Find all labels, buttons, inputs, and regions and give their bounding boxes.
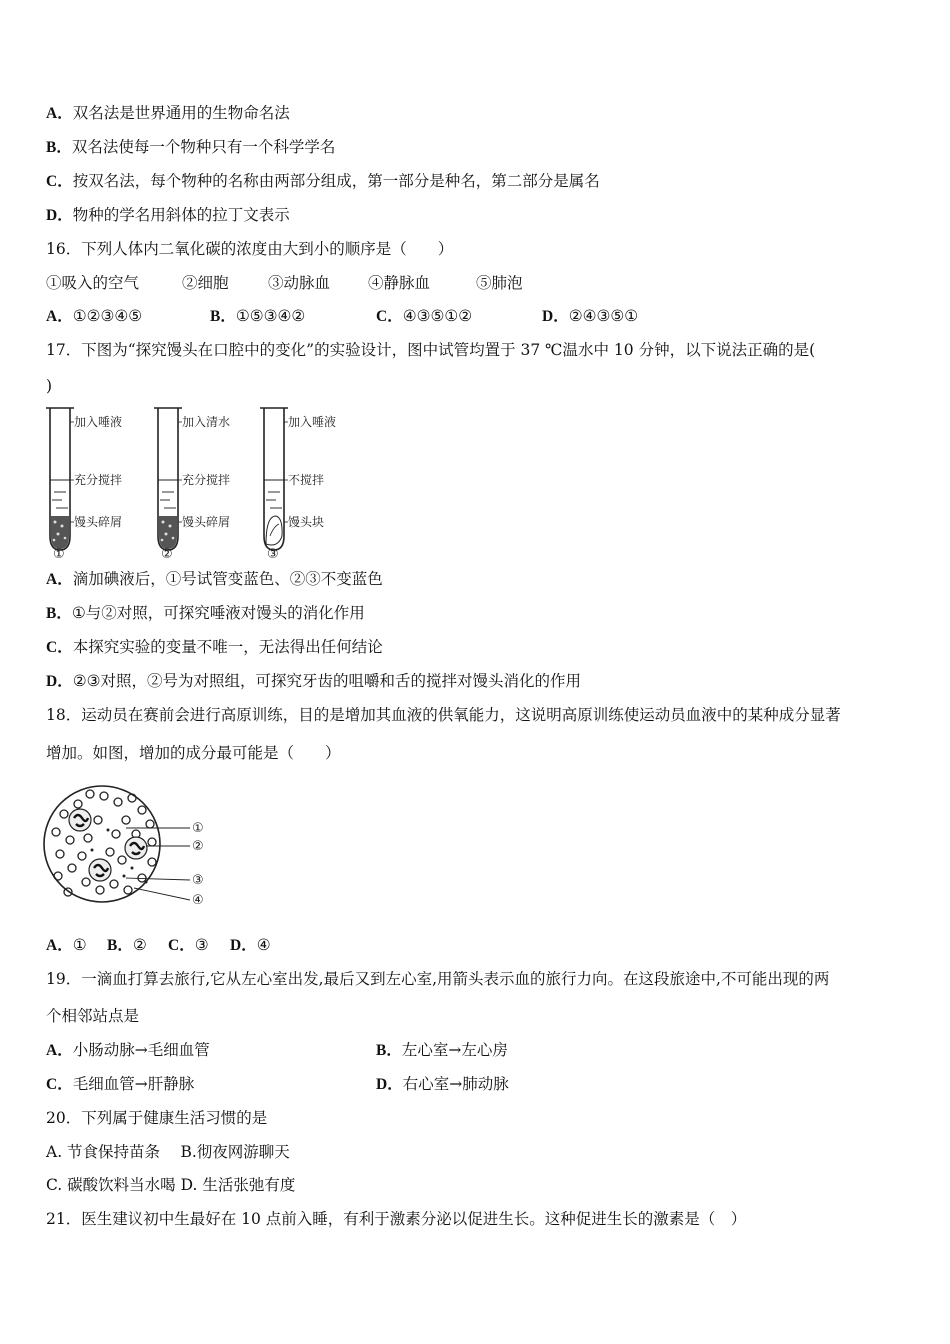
q18-option-c: C．③ — [168, 936, 209, 954]
smear-label-1: ① — [192, 821, 204, 836]
tube1-label-mid: 充分搅拌 — [74, 473, 123, 487]
tube2-label-mid: 充分搅拌 — [182, 473, 231, 487]
q16-item-5: ⑤肺泡 — [476, 274, 523, 292]
tube2-label-top: 加入清水 — [182, 415, 231, 429]
q20-options-line1: A. 节食保持苗条 B.彻夜网游聊天 — [46, 1143, 290, 1161]
test-tube-3 — [260, 408, 288, 550]
tube1-label-bottom: 馒头碎屑 — [74, 515, 123, 529]
test-tube-figure — [40, 404, 360, 560]
q16-option-c: C．④③⑤①② — [376, 307, 473, 325]
tube2-number: ② — [161, 547, 173, 560]
q19-option-d: D．右心室→肺动脉 — [376, 1075, 509, 1093]
q15-option-d: D．物种的学名用斜体的拉丁文表示 — [46, 206, 290, 224]
q18-stem-line2: 增加。如图，增加的成分最可能是（ ） — [46, 744, 341, 762]
tube2-label-bottom: 馒头碎屑 — [182, 515, 231, 529]
q20-options-line2: C. 碳酸饮料当水喝 D. 生活张弛有度 — [46, 1176, 296, 1194]
q19-option-a: A．小肠动脉→毛细血管 — [46, 1041, 210, 1059]
q18-option-a: A．① — [46, 936, 87, 954]
q16-option-a: A．①②③④⑤ — [46, 307, 143, 325]
q17-option-c: C．本探究实验的变量不唯一，无法得出任何结论 — [46, 638, 383, 656]
smear-label-3: ③ — [192, 873, 204, 888]
q21-stem: 21．医生建议初中生最好在 10 点前入睡，有利于激素分泌以促进生长。这种促进生长的激素是（ ） — [46, 1210, 747, 1228]
test-tube-2 — [154, 408, 182, 550]
tube1-number: ① — [53, 547, 65, 560]
q17-stem-line1: 17．下图为“探究馒头在口腔中的变化”的实验设计，图中试管均置于 37 ℃温水中 10 分钟，以下说法正确的是( — [46, 341, 816, 359]
q15-option-a: A．双名法是世界通用的生物命名法 — [46, 104, 290, 122]
q16-item-3: ③动脉血 — [268, 274, 331, 292]
q18-option-b: B．② — [107, 936, 147, 954]
q16-stem: 16．下列人体内二氧化碳的浓度由大到小的顺序是（ ） — [46, 240, 454, 258]
q17-option-d: D．②③对照，②号为对照组，可探究牙齿的咀嚼和舌的搅拌对馒头消化的作用 — [46, 672, 581, 690]
q15-option-b: B．双名法使每一个物种只有一个科学学名 — [46, 138, 336, 156]
q19-stem-line2: 个相邻站点是 — [46, 1007, 140, 1025]
q17-option-b: B．①与②对照，可探究唾液对馒头的消化作用 — [46, 604, 365, 622]
q19-option-c: C．毛细血管→肝静脉 — [46, 1075, 195, 1093]
q16-item-2: ②细胞 — [182, 274, 229, 292]
test-tube-1 — [46, 408, 74, 550]
tube3-number: ③ — [267, 547, 279, 560]
q16-item-4: ④静脉血 — [368, 274, 431, 292]
tube1-label-top: 加入唾液 — [74, 415, 123, 429]
q17-stem-line2: ) — [46, 377, 53, 395]
smear-label-4: ④ — [192, 893, 204, 908]
q16-option-b: B．①⑤③④② — [210, 307, 306, 325]
q17-option-a: A．滴加碘液后，①号试管变蓝色、②③不变蓝色 — [46, 570, 383, 588]
q16-option-d: D．②④③⑤① — [542, 307, 639, 325]
blood-smear-figure — [42, 780, 222, 920]
q20-stem: 20．下列属于健康生活习惯的是 — [46, 1109, 268, 1127]
tube3-label-bottom: 馒头块 — [288, 515, 325, 529]
smear-label-2: ② — [192, 839, 204, 854]
q19-option-b: B．左心室→左心房 — [376, 1041, 508, 1059]
tube3-label-mid: 不搅拌 — [288, 473, 325, 487]
q16-item-1: ①吸入的空气 — [46, 274, 140, 292]
q18-option-d: D．④ — [230, 936, 271, 954]
q19-stem-line1: 19．一滴血打算去旅行,它从左心室出发,最后又到左心室,用箭头表示血的旅行力向。在这段旅途中,不可能出现的两 — [46, 970, 830, 988]
q15-option-c: C．按双名法，每个物种的名称由两部分组成，第一部分是种名，第二部分是属名 — [46, 172, 600, 190]
q18-stem-line1: 18．运动员在赛前会进行高原训练，目的是增加其血液的供氧能力，这说明高原训练使运动员血液中的某种成分显著 — [46, 706, 841, 724]
tube3-label-top: 加入唾液 — [288, 415, 337, 429]
